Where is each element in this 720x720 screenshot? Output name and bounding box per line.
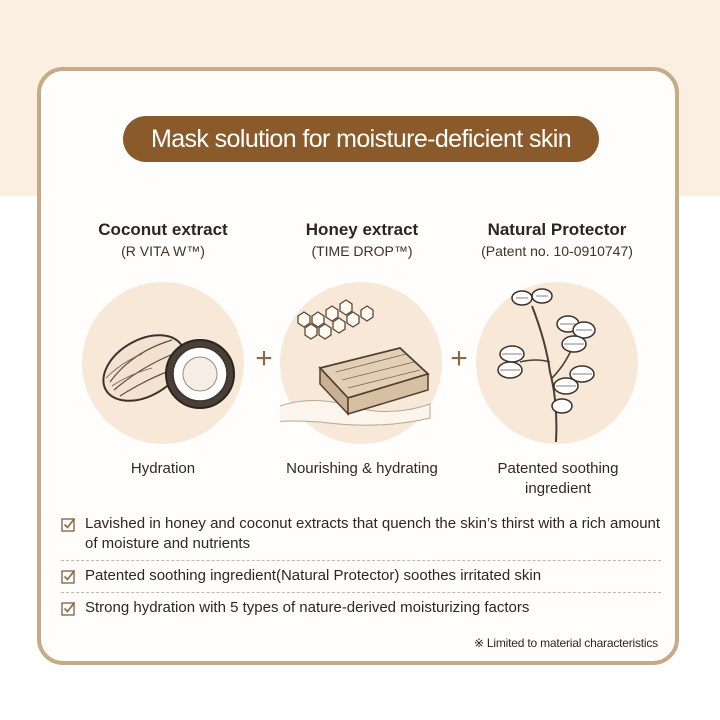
coconut-illustration (82, 282, 244, 444)
list-item-text: Patented soothing ingredient(Natural Protector) soothes irritated skin (85, 567, 542, 584)
plus-sign: + (255, 342, 273, 375)
benefit-hydration: Hydration (130, 460, 196, 477)
benefit-soothing: Patented soothing ingredient (497, 460, 619, 497)
benefit-nourishing: Nourishing & hydrating (286, 460, 438, 477)
page-title: Mask solution for moisture-deficient skin (150, 124, 572, 153)
coconut-icon (82, 282, 244, 444)
ingredient-subtitle: (R VITA W™) (121, 243, 205, 259)
benefit-list (61, 514, 661, 618)
ingredient-name: Honey extract (305, 220, 419, 239)
ingredient-subtitle: (TIME DROP™) (311, 243, 413, 259)
title-banner (123, 116, 599, 162)
ingredient-name: Coconut extract (98, 220, 228, 239)
ingredient-coconut (82, 220, 244, 260)
list-item (61, 561, 661, 593)
plant-illustration (476, 282, 638, 444)
checkbox-icon (61, 569, 76, 584)
checkbox-icon (61, 601, 76, 616)
list-item-text: Strong hydration with 5 types of nature-derived moisturizing factors (85, 599, 530, 616)
ingredient-honey (262, 220, 462, 260)
ingredient-subtitle: (Patent no. 10-0910747) (481, 243, 633, 259)
list-item-text: Lavished in honey and coconut extracts that quench the skin’s thirst with a rich amount of moisture and nutrients (85, 515, 661, 552)
checkbox-icon (61, 517, 76, 532)
ingredient-natural-protector (456, 220, 658, 260)
flower-plant-icon (476, 282, 638, 444)
plus-sign: + (450, 342, 468, 375)
honeycomb-illustration (280, 282, 442, 444)
ingredient-name: Natural Protector (487, 220, 627, 239)
list-item (61, 514, 661, 561)
honeycomb-icon (280, 282, 442, 444)
footnote: ※ Limited to material characteristics (473, 636, 658, 650)
list-item (61, 593, 661, 618)
